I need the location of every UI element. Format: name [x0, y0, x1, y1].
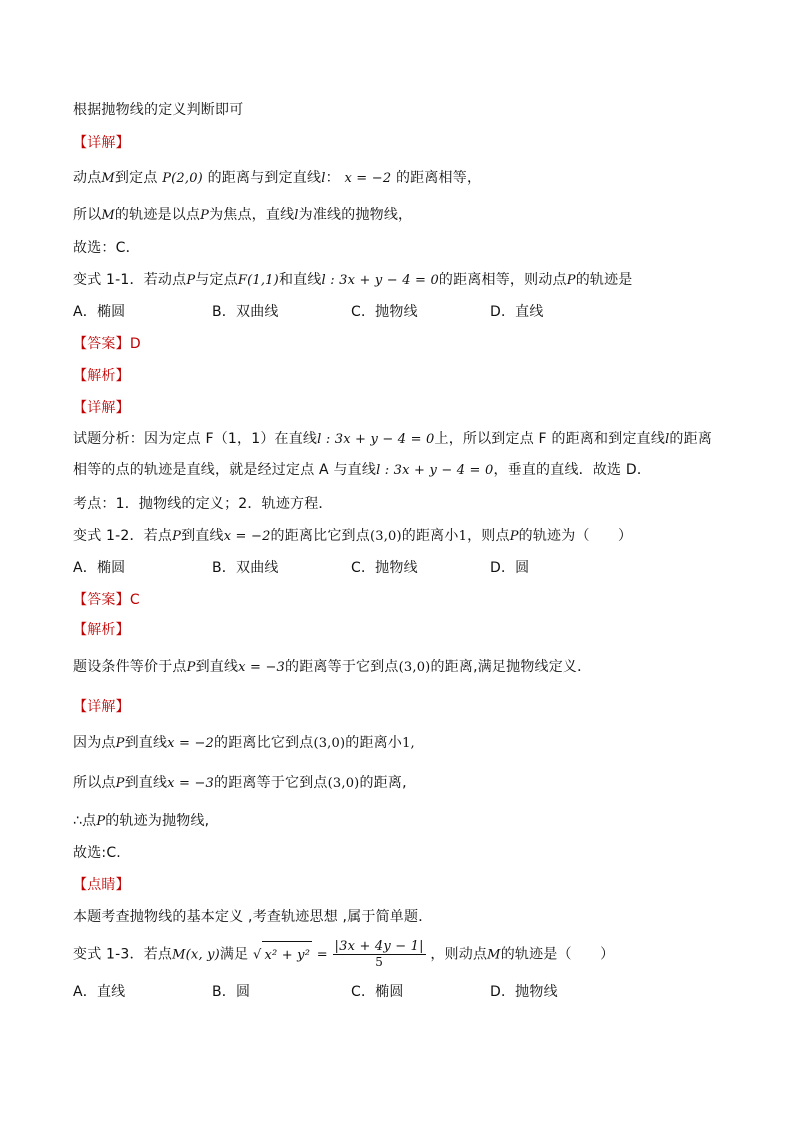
detail-line-1: 因为点P到直线x = −2的距离比它到点(3,0)的距离小1, [73, 735, 415, 751]
option-d: D．直线 [490, 304, 544, 320]
option-c: C．抛物线 [351, 560, 418, 576]
answer-choice-line: 故选：C． [73, 240, 140, 256]
options-1-1 [73, 302, 629, 322]
option-a: A．椭圆 [73, 560, 126, 576]
options-1-2 [73, 558, 629, 578]
solution-line-1: 动点M到定点 P(2,0) 的距离与到定直线l： x = −2 的距离相等， [73, 170, 482, 186]
section-detail: 【详解】 [73, 699, 130, 715]
detail-line-2: 所以点P到直线x = −3的距离等于它到点(3,0)的距离, [73, 775, 407, 791]
section-comment: 【点睛】 [73, 877, 130, 893]
option-a: A．椭圆 [73, 304, 126, 320]
question-1-2: 变式 1-2．若点P到直线x = −2的距离比它到点(3,0)的距离小1，则点P的轨迹为（ ） [73, 528, 633, 544]
option-b: B．圆 [212, 984, 251, 1000]
question-1-3: 变式 1-3．若点M(x, y)满足 √ x² + y² = $\frac{|3x + 4y - 1|}{5}$ ，则动点M的轨迹是（ ） [73, 939, 615, 969]
option-d: D．圆 [490, 560, 530, 576]
analysis-paragraph: 试题分析：因为定点 F（1，1）在直线l : 3x + y − 4 = 0上，所以到定点 F 的距离和到定直线l的距离相等的点的轨迹是直线，就是经过定点 A 与直线l : 3x + y − 4 = 0，垂直的直线．故选 D． [73, 431, 713, 478]
analysis-line: 题设条件等价于点P到直线x = −3的距离等于它到点(3,0)的距离,满足抛物线定义． [73, 659, 592, 675]
comment-text: 本题考查抛物线的基本定义 ,考查轨迹思想 ,属于简单题． [73, 909, 433, 925]
question-1-1: 变式 1-1．若动点P与定点F(1,1)和直线l : 3x + y − 4 = 0的距离相等，则动点P的轨迹是 [73, 272, 633, 288]
detail-choice: 故选:C. [73, 845, 121, 861]
answer-1-2: 【答案】C [73, 592, 140, 608]
option-b: B．双曲线 [212, 560, 279, 576]
solution-line-2: 所以M的轨迹是以点P为焦点，直线l为准线的抛物线， [73, 207, 413, 223]
option-c: C．椭圆 [351, 984, 404, 1000]
hint-text: 根据抛物线的定义判断即可 [73, 102, 244, 118]
fraction: $\frac{|3x + 4y - 1|}{5}$ [334, 939, 424, 969]
options-1-3 [73, 982, 629, 1002]
option-a: A．直线 [73, 984, 126, 1000]
knowledge-points: 考点：1．抛物线的定义；2．轨迹方程． [73, 496, 333, 512]
answer-1-1: 【答案】D [73, 336, 141, 352]
option-d: D．抛物线 [490, 984, 558, 1000]
option-b: B．双曲线 [212, 304, 279, 320]
section-detail: 【详解】 [73, 400, 130, 416]
detail-line-3: ∴点P的轨迹为抛物线, [73, 813, 210, 829]
section-analysis: 【解析】 [73, 368, 130, 384]
section-analysis: 【解析】 [73, 622, 130, 638]
option-c: C．抛物线 [351, 304, 418, 320]
section-detail: 【详解】 [73, 135, 130, 151]
